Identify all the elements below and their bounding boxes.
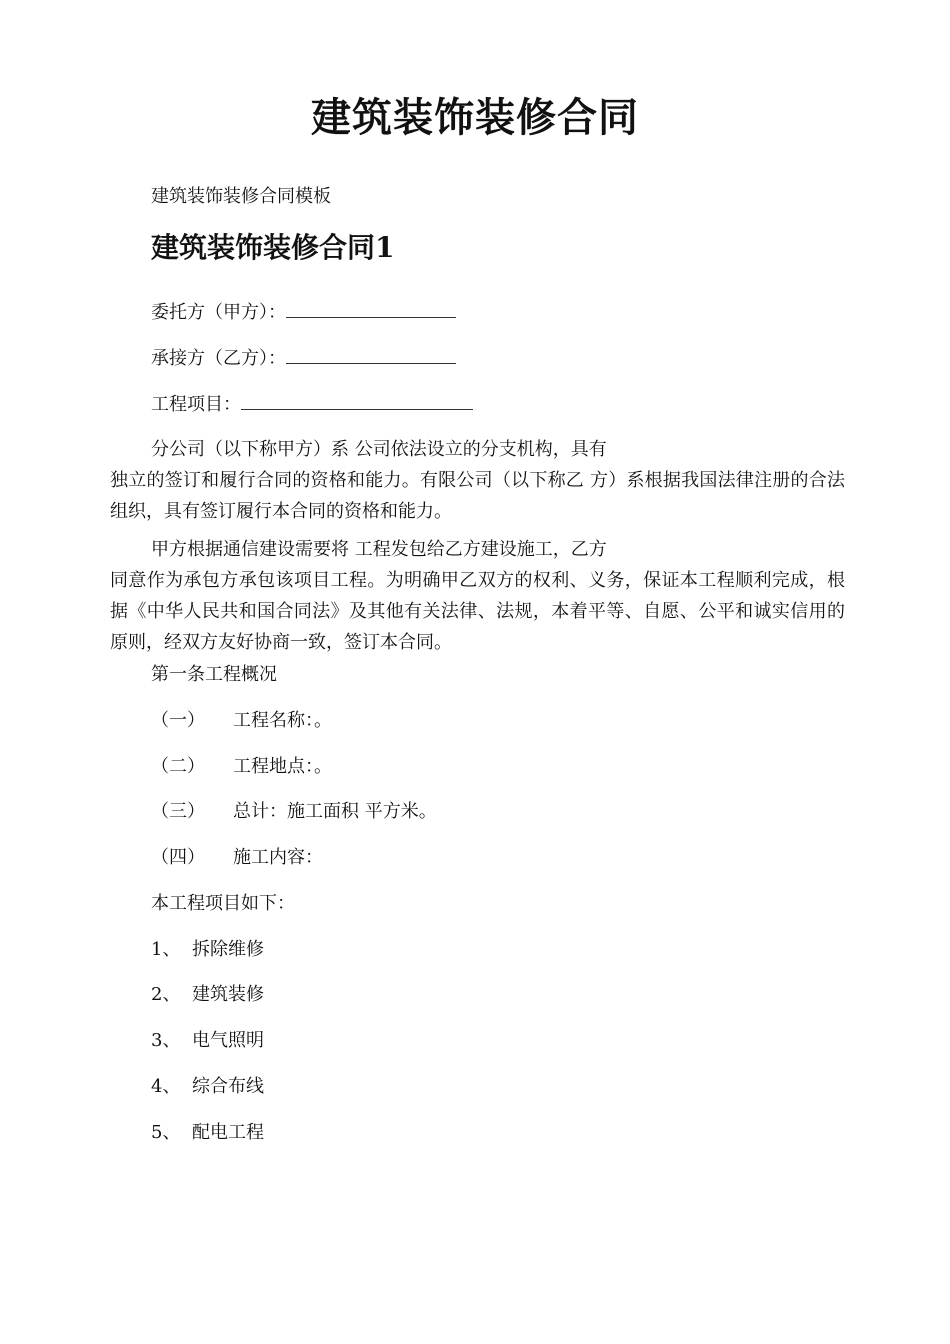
- field-client-label: 委托方（甲方）：: [151, 302, 286, 323]
- project-list-number: 5、: [151, 1122, 181, 1143]
- field-client-blank: [286, 299, 456, 318]
- project-list-item: [151, 1074, 264, 1100]
- document-title: 建筑装饰装修合同: [311, 94, 639, 141]
- project-list-number: 3、: [151, 1030, 181, 1051]
- field-project-blank: [241, 391, 473, 410]
- project-list-number: 1、: [151, 939, 181, 960]
- paragraph-purpose-body: 同意作为承包方承包该项目工程。为明确甲乙双方的权利、义务，保证本工程顺利完成，根据《中华人民共和国合同法》及其他有关法律、法规，本着平等、自愿、公平和诚实信用的原则，经双方友好协商一致，签订本合同。: [110, 570, 845, 653]
- project-list-text: 建筑装修: [192, 984, 264, 1005]
- project-list-number: 2、: [151, 984, 181, 1005]
- overview-item-text: 工程名称：。: [233, 710, 332, 731]
- project-list-number: 4、: [151, 1076, 181, 1097]
- field-contractor: [151, 345, 456, 372]
- project-list-text: 拆除维修: [192, 939, 264, 960]
- paragraph-parties-body: 独立的签订和履行合同的资格和能力。有限公司（以下称乙 方）系根据我国法律注册的合法组织，具有签订履行本合同的资格和能力。: [110, 470, 845, 522]
- overview-item-number: （二）: [151, 756, 205, 777]
- overview-item: [151, 708, 332, 734]
- overview-item: [151, 845, 323, 871]
- field-project-label: 工程项目：: [151, 394, 241, 415]
- paragraph-parties: [110, 434, 845, 527]
- paragraph-parties-first-line: 分公司（以下称甲方）系 公司依法设立的分支机构，具有: [151, 439, 607, 460]
- overview-item-text: 工程地点：。: [233, 756, 332, 777]
- project-list-intro: 本工程项目如下：: [151, 893, 295, 914]
- project-list-item: [151, 937, 264, 963]
- project-list-item: [151, 1120, 264, 1146]
- document-subtitle: 建筑装饰装修合同模板: [151, 186, 331, 207]
- overview-item-number: （四）: [151, 847, 205, 868]
- article-1-heading: 第一条工程概况: [151, 664, 277, 685]
- project-list-text: 配电工程: [192, 1122, 264, 1143]
- overview-item-number: （一）: [151, 710, 205, 731]
- overview-item: [151, 754, 332, 780]
- overview-item-text: 总计：施工面积 平方米。: [233, 801, 437, 822]
- project-list-item: [151, 1028, 264, 1054]
- paragraph-purpose: [110, 534, 845, 658]
- overview-item-text: 施工内容：: [233, 847, 323, 868]
- project-list-text: 电气照明: [192, 1030, 264, 1051]
- field-contractor-label: 承接方（乙方）：: [151, 348, 286, 369]
- overview-item-number: （三）: [151, 801, 205, 822]
- paragraph-purpose-first-line: 甲方根据通信建设需要将 工程发包给乙方建设施工，乙方: [151, 539, 607, 560]
- field-contractor-blank: [286, 345, 456, 364]
- field-project: [151, 391, 473, 418]
- project-list-text: 综合布线: [192, 1076, 264, 1097]
- project-list-item: [151, 982, 264, 1008]
- contract-heading: 建筑装饰装修合同1: [151, 231, 395, 264]
- overview-item: [151, 799, 437, 825]
- field-client: [151, 299, 456, 326]
